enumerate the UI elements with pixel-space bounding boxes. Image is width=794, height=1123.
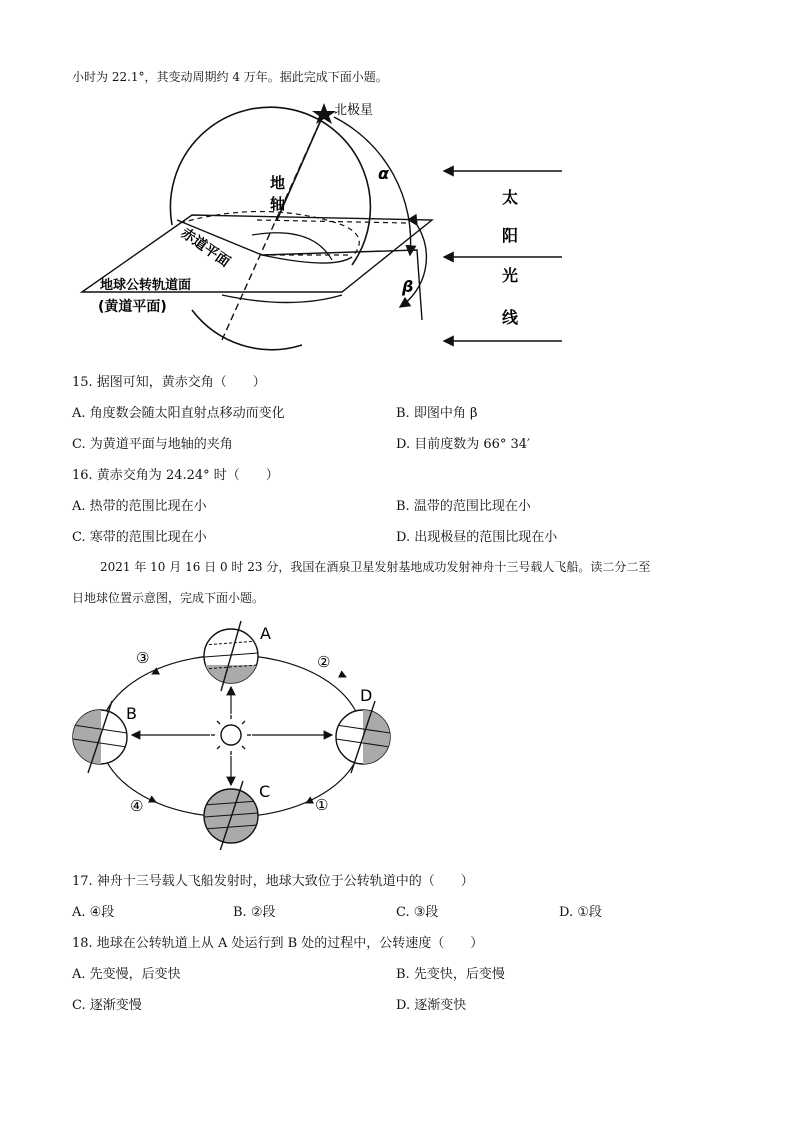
q16-option-d[interactable]: D. 出现极昼的范围比现在小 <box>396 530 558 545</box>
equator-plane-label: 赤道平面 <box>177 225 233 271</box>
segment-3-label: ③ <box>136 649 150 667</box>
q16-option-c[interactable]: C. 寒带的范围比现在小 <box>72 530 207 545</box>
q18-option-b[interactable]: B. 先变快，后变慢 <box>396 967 505 982</box>
earth-position-a <box>204 621 258 691</box>
orbit-diagram <box>60 615 410 850</box>
segment-2-label: ② <box>317 653 331 671</box>
label-c: C <box>259 782 271 801</box>
orbit-plane-label: 地球公转轨道面 <box>100 278 192 293</box>
segment-4-label: ④ <box>130 797 144 815</box>
q15-option-c[interactable]: C. 为黄道平面与地轴的夹角 <box>72 437 233 452</box>
earth-axis-char2: 轴 <box>270 195 286 213</box>
ecliptic-plane-label: (黄道平面) <box>98 299 167 315</box>
question-15: 15. 据图可知，黄赤交角（ ） <box>72 375 266 390</box>
earth-position-c <box>204 781 258 850</box>
q15-option-b[interactable]: B. 即图中角 β <box>396 406 478 421</box>
q15-option-a[interactable]: A. 角度数会随太阳直射点移动而变化 <box>72 406 285 421</box>
beta-label: β <box>402 277 414 296</box>
intro-text: 小时为 22.1°，其变动周期约 4 万年。据此完成下面小题。 <box>72 70 388 84</box>
sun-icon <box>211 715 251 755</box>
passage-line-1: 2021 年 10 月 16 日 0 时 23 分，我国在酒泉卫星发射基地成功发射神舟十三号载人飞船。读二分二至 <box>100 560 651 574</box>
label-d: D <box>360 686 373 705</box>
sunlight-char: 线 <box>502 308 519 327</box>
q16-option-b[interactable]: B. 温带的范围比现在小 <box>396 499 531 514</box>
q18-option-c[interactable]: C. 逐渐变慢 <box>72 998 142 1013</box>
question-18: 18. 地球在公转轨道上从 A 处运行到 B 处的过程中，公转速度（ ） <box>72 936 484 951</box>
passage-line-2: 日地球位置示意图，完成下面小题。 <box>72 591 265 605</box>
segment-1-label: ① <box>315 796 329 814</box>
question-16: 16. 黄赤交角为 24.24° 时（ ） <box>72 468 279 483</box>
q17-option-b[interactable]: B. ②段 <box>233 905 276 920</box>
label-b: B <box>126 704 137 723</box>
obliquity-diagram <box>72 95 572 360</box>
q18-option-d[interactable]: D. 逐渐变快 <box>396 998 467 1013</box>
earth-position-b <box>73 701 127 773</box>
label-a: A <box>260 624 271 643</box>
q15-option-d[interactable]: D. 目前度数为 66° 34′ <box>396 437 531 452</box>
q17-option-d[interactable]: D. ①段 <box>559 905 602 920</box>
q17-option-c[interactable]: C. ③段 <box>396 905 439 920</box>
sunlight-char: 光 <box>502 266 519 285</box>
sunlight-char: 太 <box>502 188 519 207</box>
question-17: 17. 神舟十三号载人飞船发射时，地球大致位于公转轨道中的（ ） <box>72 874 474 889</box>
q17-option-a[interactable]: A. ④段 <box>72 905 115 920</box>
alpha-arc <box>334 117 411 255</box>
sunlight-char: 阳 <box>502 226 519 245</box>
earth-position-d <box>336 701 391 773</box>
polaris-label: 北极星 <box>334 103 374 118</box>
earth-axis-char1: 地 <box>270 174 286 192</box>
alpha-label: α <box>378 164 389 183</box>
q16-option-a[interactable]: A. 热带的范围比现在小 <box>72 499 207 514</box>
polaris-star-icon <box>312 103 336 124</box>
q18-option-a[interactable]: A. 先变慢，后变快 <box>72 967 181 982</box>
